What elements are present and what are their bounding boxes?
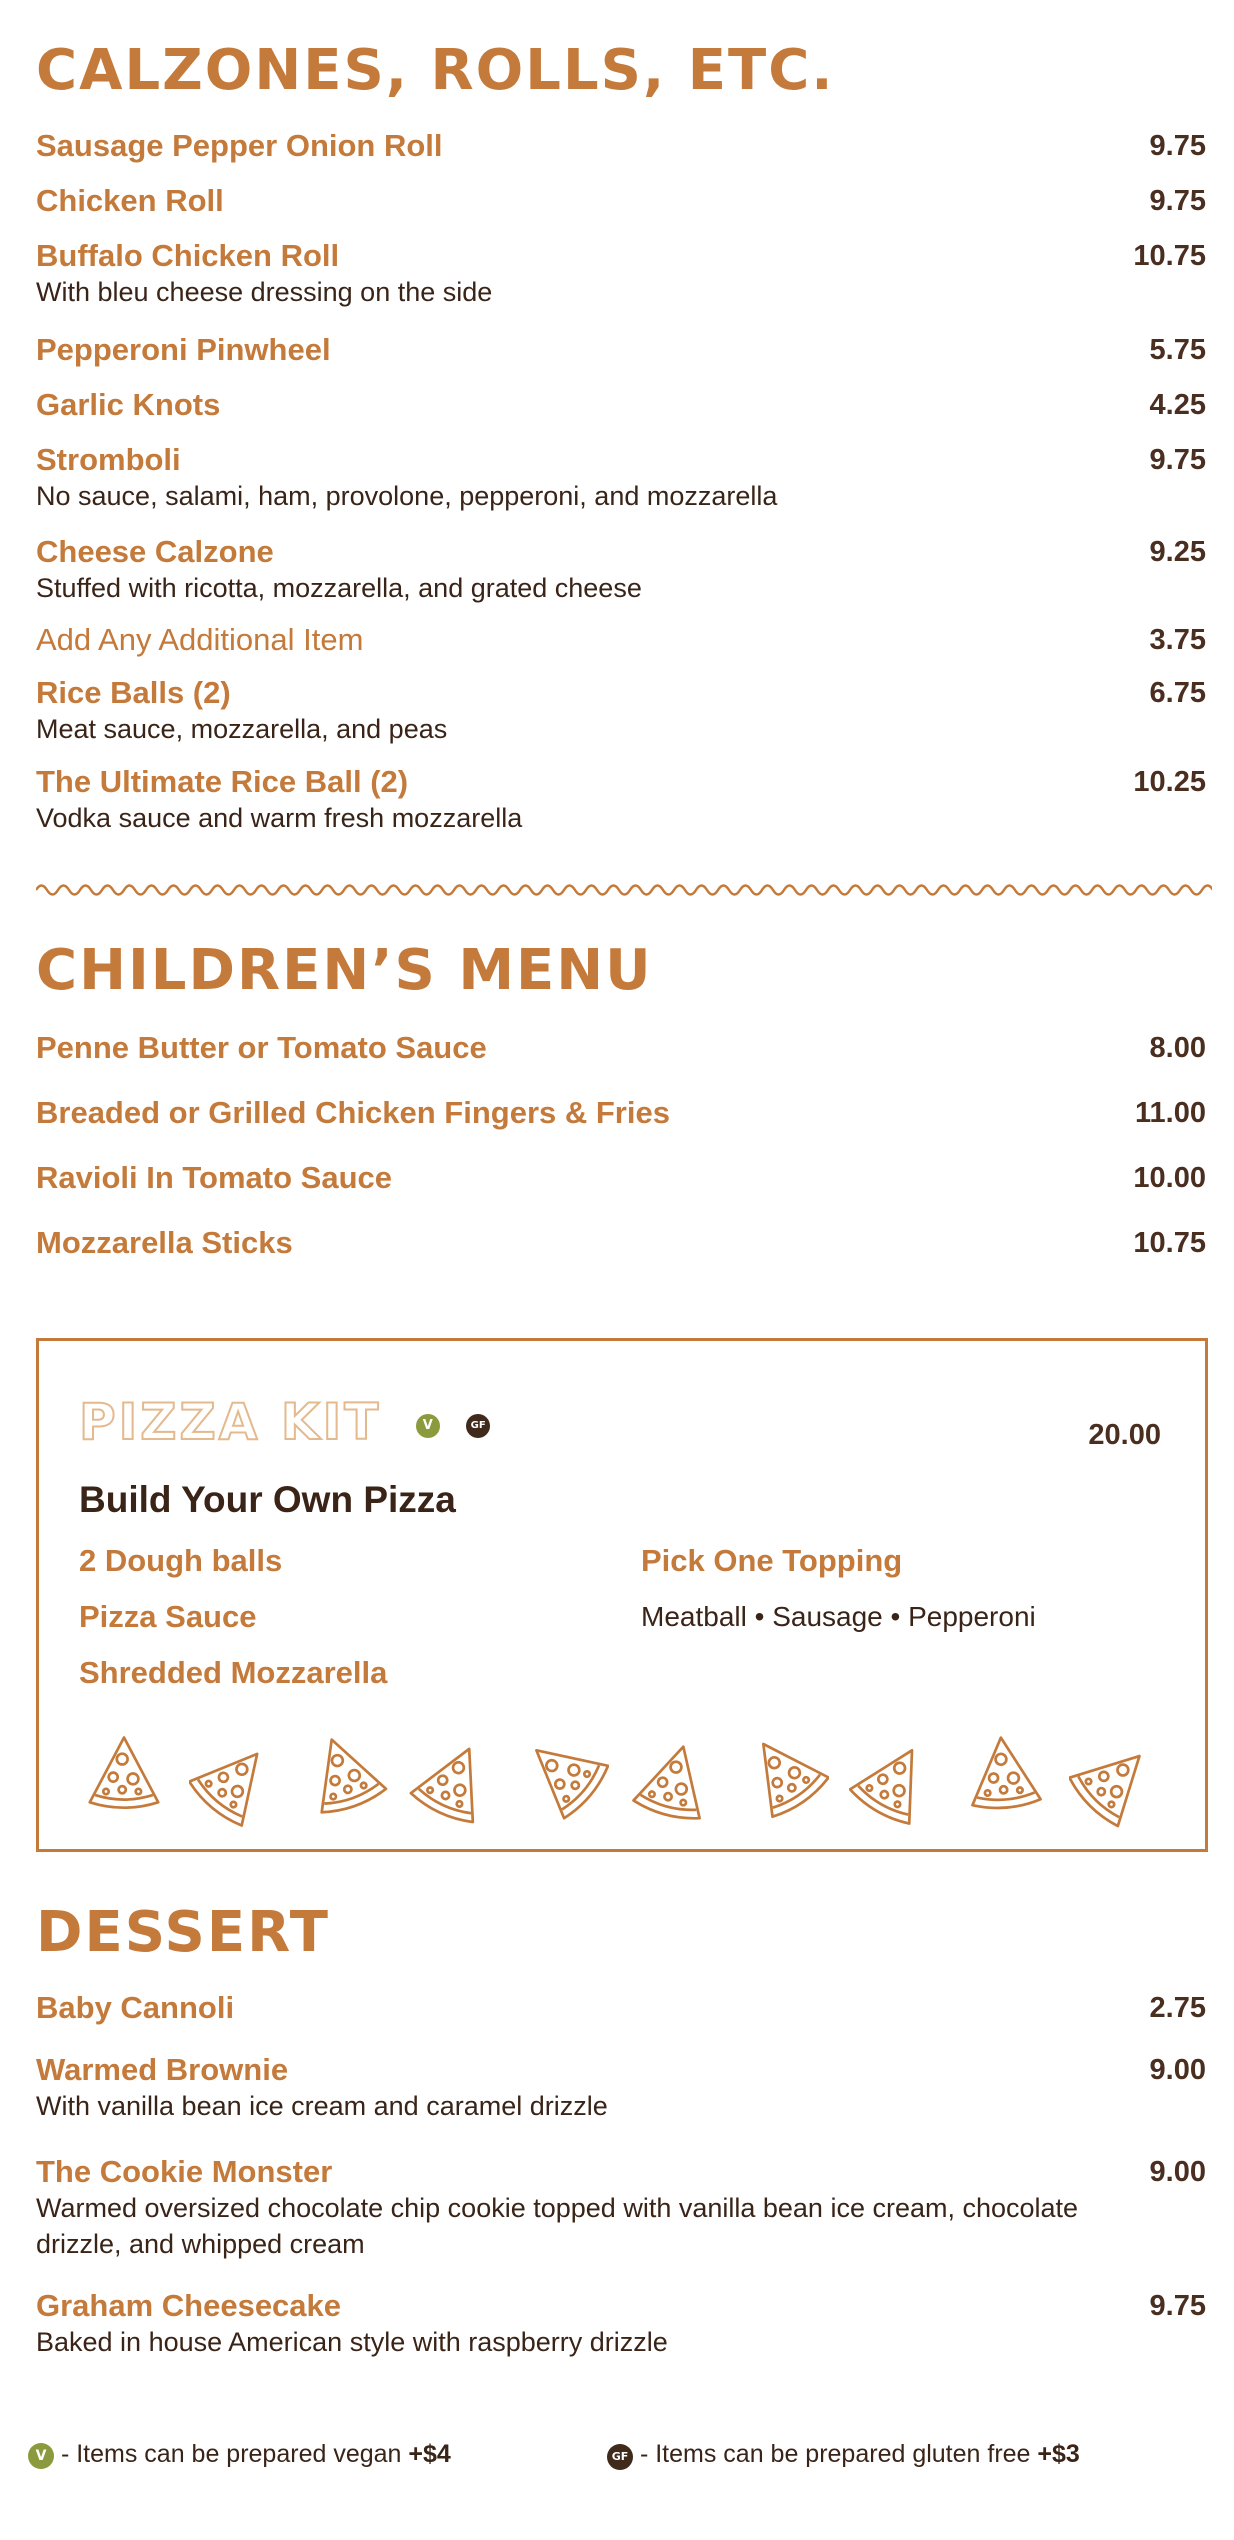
item-description: Warmed oversized chocolate chip cookie topped with vanilla bean ice cream, chocolate drizzle, and whipped cream: [36, 2193, 1079, 2259]
item-name: Stromboli: [36, 442, 181, 477]
item-name: Breaded or Grilled Chicken Fingers & Fries: [36, 1095, 670, 1130]
item-name: Graham Cheesecake: [36, 2288, 342, 2323]
vegan-badge-icon: V: [416, 1414, 440, 1438]
pizza-slice-row: [79, 1726, 1169, 1826]
menu-item: [36, 2152, 1206, 2262]
pizza-kit-includes: [79, 1539, 387, 1707]
legend-vegan: [28, 2440, 451, 2469]
pizza-slice-icon: [189, 1734, 279, 1829]
pizza-slice-icon: [409, 1734, 499, 1829]
item-price: 9.75: [1149, 444, 1206, 476]
item-price: 2.75: [1149, 1992, 1206, 2024]
item-price: 5.75: [1149, 334, 1206, 366]
menu-item: [36, 1158, 1206, 1198]
item-name: Baby Cannoli: [36, 1990, 235, 2025]
wavy-divider: [36, 878, 1212, 902]
legend-gluten-free: [607, 2440, 1080, 2470]
menu-item: [36, 673, 1206, 747]
menu-item: [36, 1223, 1206, 1263]
kit-include-item: Pizza Sauce: [79, 1599, 257, 1634]
pizza-slice-icon: [519, 1726, 609, 1821]
pizza-kit-title-text: PIZZA KIT: [79, 1393, 382, 1451]
pizza-kit-price: 20.00: [1088, 1419, 1161, 1451]
pizza-slice-icon: [959, 1726, 1049, 1821]
menu-item: [36, 762, 1206, 836]
menu-item: [36, 1988, 1206, 2028]
item-description: Baked in house American style with raspberry drizzle: [36, 2327, 668, 2357]
topping-label: Pick One Topping: [641, 1543, 903, 1578]
pizza-kit-subtitle: Build Your Own Pizza: [79, 1479, 456, 1520]
item-name: Buffalo Chicken Roll: [36, 238, 340, 273]
gluten-free-badge-icon: GF: [607, 2444, 633, 2470]
section-title-children: CHILDREN’S MENU: [36, 938, 653, 1003]
item-description: No sauce, salami, ham, provolone, pepperoni, and mozzarella: [36, 481, 778, 511]
item-name: Pepperoni Pinwheel: [36, 332, 331, 367]
item-price: 9.00: [1149, 2054, 1206, 2086]
pizza-slice-icon: [79, 1726, 169, 1821]
item-price: 4.25: [1149, 389, 1206, 421]
item-name: Chicken Roll: [36, 183, 224, 218]
pizza-kit-title: [79, 1393, 490, 1451]
item-description: Vodka sauce and warm fresh mozzarella: [36, 803, 523, 833]
menu-item: [36, 1093, 1206, 1133]
pizza-slice-icon: [299, 1726, 389, 1821]
pizza-kit-topping: [641, 1539, 1036, 1639]
gluten-free-badge-icon: GF: [466, 1414, 490, 1438]
menu-item: [36, 1028, 1206, 1068]
menu-item: [36, 236, 1206, 310]
item-name: Cheese Calzone: [36, 534, 274, 569]
item-price: 9.75: [1149, 130, 1206, 162]
item-price: 6.75: [1149, 677, 1206, 709]
item-name: Add Any Additional Item: [36, 622, 364, 657]
legend-gf-price: +$3: [1037, 2440, 1080, 2468]
item-name: Rice Balls (2): [36, 675, 231, 710]
menu-item: [36, 385, 1206, 425]
item-name: Warmed Brownie: [36, 2052, 289, 2087]
menu-item: [36, 440, 1206, 514]
menu-item: [36, 2286, 1206, 2360]
item-name: Penne Butter or Tomato Sauce: [36, 1030, 487, 1065]
section-title-dessert: DESSERT: [36, 1900, 330, 1965]
item-price: 9.75: [1149, 2290, 1206, 2322]
section-title-calzones: CALZONES, ROLLS, ETC.: [36, 38, 835, 103]
item-description: With vanilla bean ice cream and caramel drizzle: [36, 2091, 608, 2121]
item-price: 3.75: [1149, 624, 1206, 656]
item-price: 9.00: [1149, 2156, 1206, 2188]
item-description: With bleu cheese dressing on the side: [36, 277, 493, 307]
item-price: 8.00: [1149, 1032, 1206, 1064]
item-price: 10.75: [1133, 240, 1206, 272]
legend-gf-text: - Items can be prepared gluten free: [639, 2440, 1031, 2468]
kit-include-item: Shredded Mozzarella: [79, 1655, 388, 1690]
item-name: The Cookie Monster: [36, 2154, 333, 2189]
legend-vegan-text: - Items can be prepared vegan: [60, 2440, 402, 2468]
item-name: Ravioli In Tomato Sauce: [36, 1160, 393, 1195]
menu-item: [36, 532, 1206, 606]
pizza-slice-icon: [629, 1734, 719, 1829]
item-name: Garlic Knots: [36, 387, 221, 422]
pizza-slice-icon: [849, 1734, 939, 1829]
menu-item: [36, 181, 1206, 221]
item-description: Meat sauce, mozzarella, and peas: [36, 714, 448, 744]
pizza-slice-icon: [739, 1726, 829, 1821]
item-description: Stuffed with ricotta, mozzarella, and grated cheese: [36, 573, 642, 603]
item-price: 10.25: [1133, 766, 1206, 798]
menu-item: [36, 330, 1206, 370]
menu-item: [36, 2050, 1206, 2124]
item-name: Mozzarella Sticks: [36, 1225, 293, 1260]
pizza-kit-box: [36, 1338, 1208, 1852]
item-name: The Ultimate Rice Ball (2): [36, 764, 409, 799]
item-price: 9.25: [1149, 536, 1206, 568]
menu-item: [36, 126, 1206, 166]
item-price: 10.00: [1133, 1162, 1206, 1194]
item-price: 11.00: [1135, 1097, 1206, 1129]
topping-options: Meatball • Sausage • Pepperoni: [641, 1601, 1036, 1632]
item-price: 10.75: [1133, 1227, 1206, 1259]
item-name: Sausage Pepper Onion Roll: [36, 128, 443, 163]
pizza-slice-icon: [1069, 1734, 1159, 1829]
vegan-badge-icon: V: [28, 2443, 54, 2469]
legend-vegan-price: +$4: [408, 2440, 451, 2468]
menu-item: [36, 620, 1206, 660]
item-price: 9.75: [1149, 185, 1206, 217]
kit-include-item: 2 Dough balls: [79, 1543, 283, 1578]
